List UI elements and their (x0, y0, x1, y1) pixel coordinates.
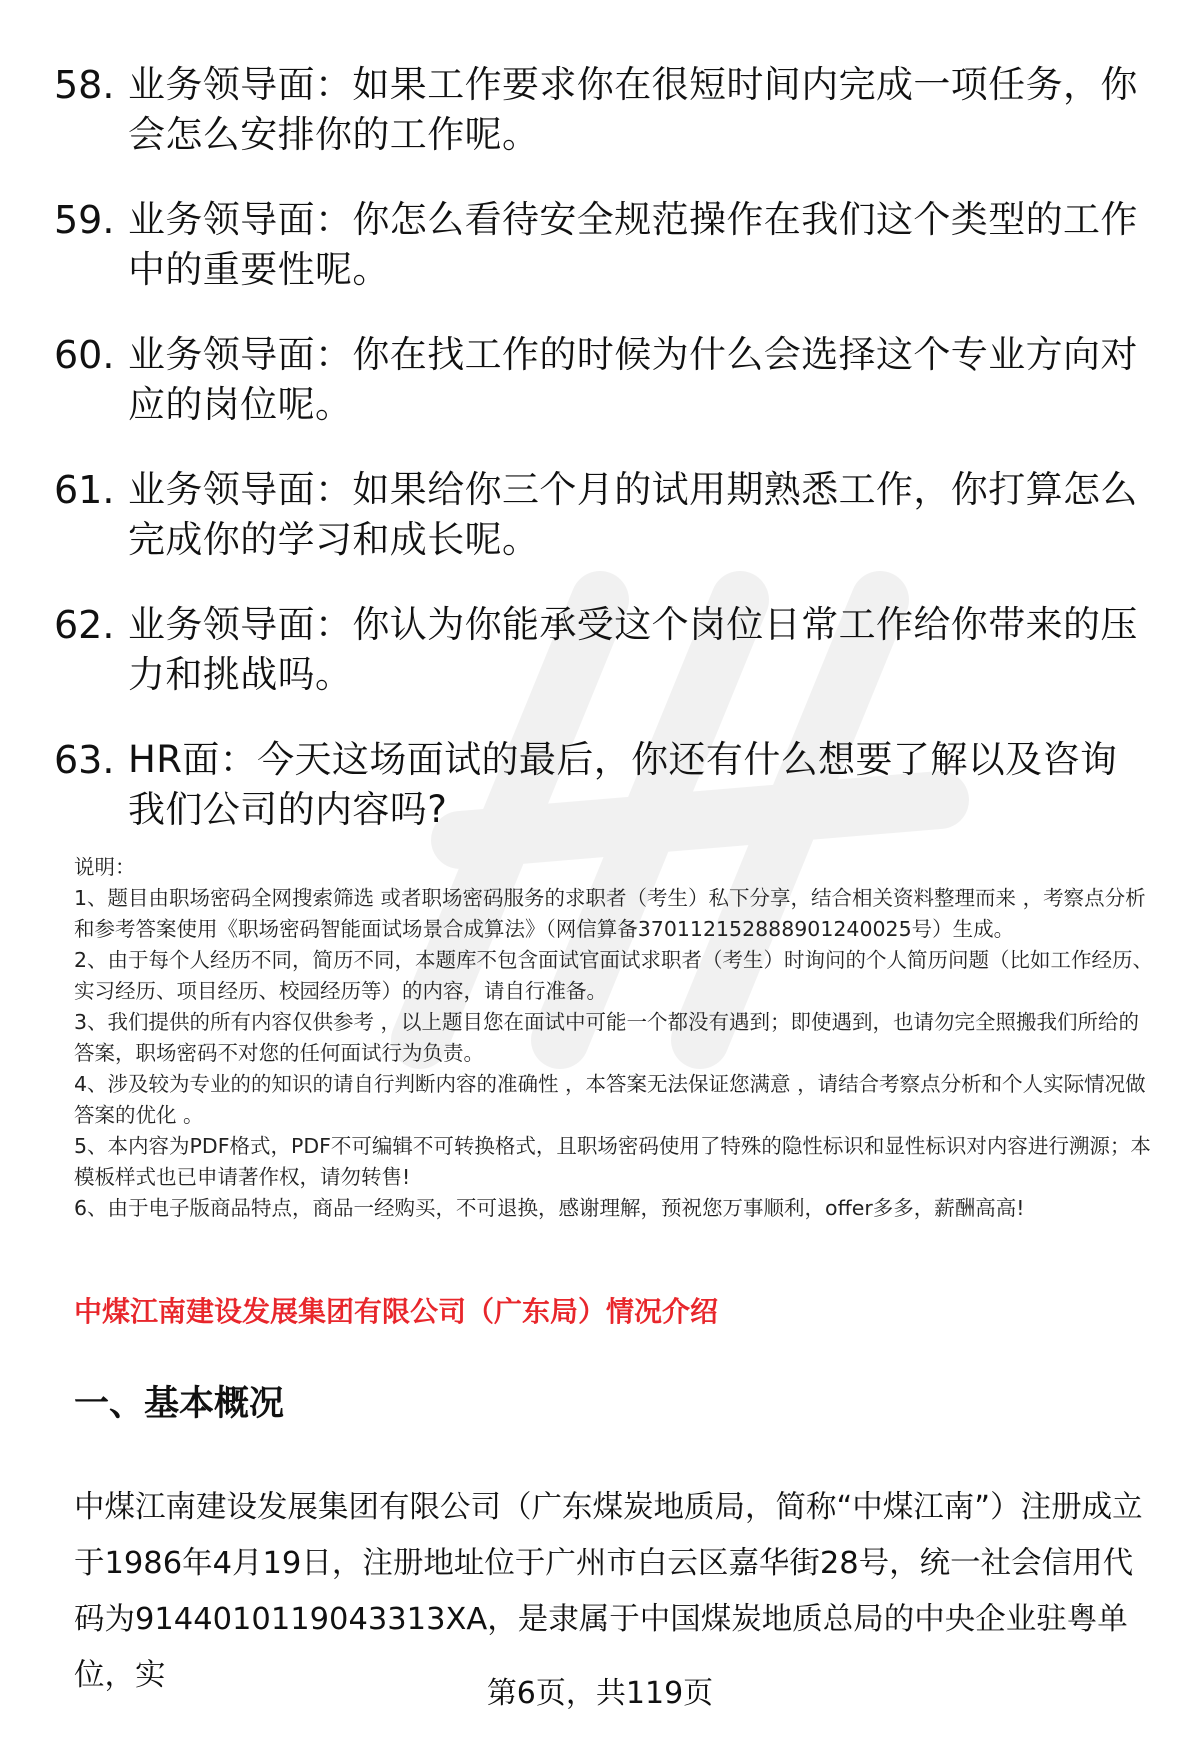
note-item: 1、题目由职场密码全网搜索筛选 或者职场密码服务的求职者（考生）私下分享，结合相关资料整理而来 ，考察点分析和参考答案使用《职场密码智能面试场景合成算法》（网信算备370112152888901240025号）生成。 (74, 886, 1146, 941)
question-number: 61. (54, 468, 115, 512)
page-footer: 第6页，共119页 (486, 1676, 714, 1711)
question-item (54, 195, 1154, 295)
question-number: 62. (54, 603, 115, 647)
question-text: 业务领导面：如果给你三个月的试用期熟悉工作，你打算怎么完成你的学习和成长呢。 (128, 468, 1138, 561)
note-item: 4、涉及较为专业的的知识的请自行判断内容的准确性 ，本答案无法保证您满意 ，请结合考察点分析和个人实际情况做答案的优化 。 (74, 1072, 1146, 1127)
note-item: 6、由于电子版商品特点，商品一经购买，不可退换，感谢理解，预祝您万事顺利，offer多多，薪酬高高! (74, 1196, 1025, 1220)
note-item: 5、本内容为PDF格式，PDF不可编辑不可转换格式，且职场密码使用了特殊的隐性标识和显性标识对内容进行溯源；本模板样式也已申请著作权，请勿转售! (74, 1134, 1151, 1189)
notes-heading: 说明： (74, 855, 136, 879)
question-text: 业务领导面：你认为你能承受这个岗位日常工作给你带来的压力和挑战吗。 (128, 603, 1138, 696)
note-item: 3、我们提供的所有内容仅供参考 ，以上题目您在面试中可能一个都没有遇到；即使遇到，也请勿完全照搬我们所给的答案，职场密码不对您的任何面试行为负责。 (74, 1010, 1140, 1065)
question-item (54, 600, 1154, 700)
question-item (54, 735, 1154, 835)
question-number: 59. (54, 198, 115, 242)
note-item: 2、由于每个人经历不同，简历不同，本题库不包含面试官面试求职者（考生）时询问的个人简历问题（比如工作经历、实习经历、项目经历、校园经历等）的内容，请自行准备。 (74, 948, 1154, 1003)
question-text: HR面：今天这场面试的最后，你还有什么想要了解以及咨询我们公司的内容吗? (128, 738, 1118, 831)
company-title: 中煤江南建设发展集团有限公司（广东局）情况介绍 (74, 1295, 719, 1328)
question-list (54, 60, 1154, 870)
intro-paragraph: 中煤江南建设发展集团有限公司（广东煤炭地质局，简称“中煤江南”）注册成立于1986年4月19日，注册地址位于广州市白云区嘉华街28号，统一社会信用代码为9144010119043313XA，是隶属于中国煤炭地质总局的中央企业驻粤单位，实 (74, 1490, 1143, 1693)
question-text: 业务领导面：你在找工作的时候为什么会选择这个专业方向对应的岗位呢。 (128, 333, 1138, 426)
question-item (54, 330, 1154, 430)
question-number: 58. (54, 63, 115, 107)
notes-section (74, 852, 1156, 1224)
section-heading: 一、基本概况 (74, 1384, 285, 1424)
question-item (54, 60, 1154, 160)
question-number: 60. (54, 333, 115, 377)
question-number: 63. (54, 738, 115, 782)
question-text: 业务领导面：如果工作要求你在很短时间内完成一项任务，你会怎么安排你的工作呢。 (128, 63, 1138, 156)
question-item (54, 465, 1154, 565)
question-text: 业务领导面：你怎么看待安全规范操作在我们这个类型的工作中的重要性呢。 (128, 198, 1138, 291)
